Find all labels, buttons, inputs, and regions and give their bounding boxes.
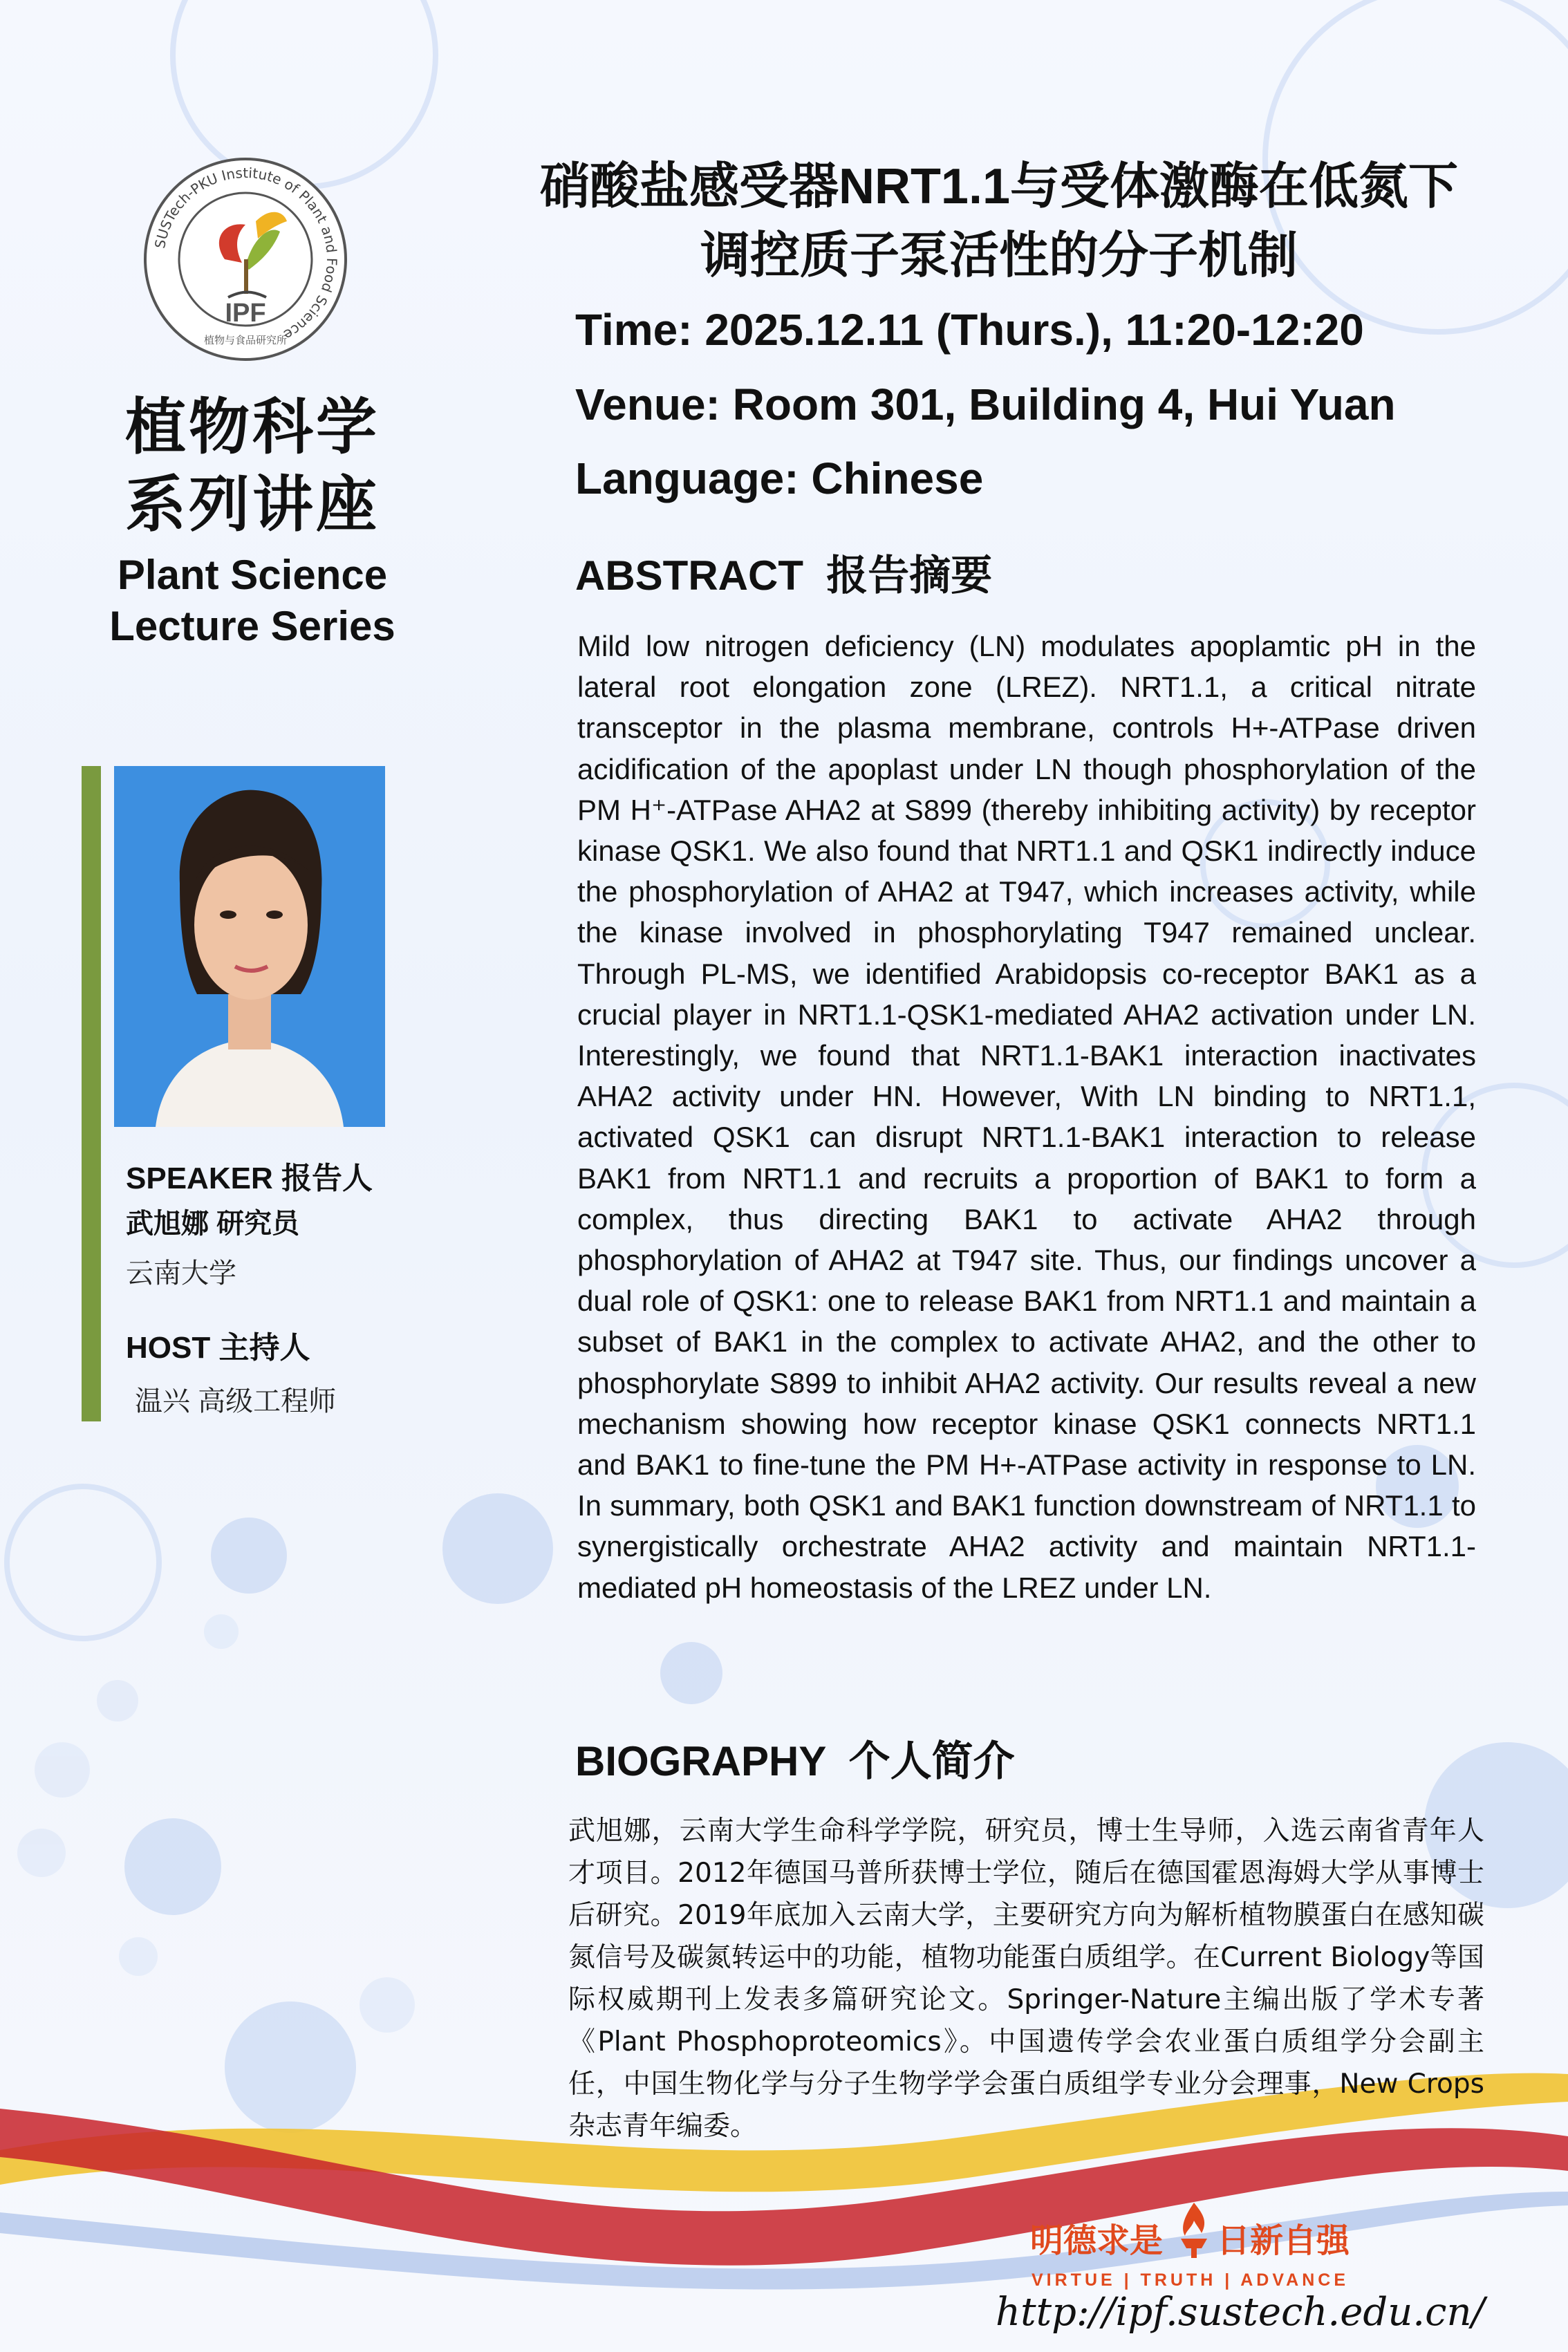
logo-ring-text: SUSTech-PKU Institute of Plant and Food Science [151,164,341,344]
series-title-cn [41,389,463,543]
institute-url[interactable]: http://ipf.sustech.edu.cn/ [996,2290,1485,2335]
talk-venue: Venue: Room 301, Building 4, Hui Yuan [575,380,1396,429]
motto-cn-right: 日新自强 [1217,2221,1350,2260]
motto-cn-left: 明德求是 [1030,2221,1164,2260]
talk-title-line1: 硝酸盐感受器NRT1.1与受体激酶在低氮下 [539,159,1459,214]
talk-time: Time: 2025.12.11 (Thurs.), 11:20-12:20 [575,305,1364,355]
motto-en: VIRTUE | TRUTH | ADVANCE [1032,2270,1349,2290]
speaker-org: 云南大学 [126,1258,236,1289]
series-title-cn-line1: 植物科学 [124,391,380,463]
speaker-accent-bar [82,766,101,1421]
abstract-text: Mild low nitrogen deficiency (LN) modulates apoplamtic pH in the lateral root elongation zone (LREZ). NRT1.1, a critical nitrate transceptor in the plasma membrane, controls H+-ATPase driven acidification of the apoplast under LN though phosphorylation of the PM H⁺-ATPase AHA2 at S899 (thereby inhibiting activity) by receptor kinase QSK1. We also found that NRT1.1 and QSK1 indirectly induce the phosphorylation of AHA2 at T947, which increases activity, while the kinase involved in phosphorylating T947 remained unclear. Through PL-MS, we identified Arabidopsis co-receptor BAK1 as a crucial player in NRT1.1-QSK1-mediated AHA2 activation under LN. Interestingly, we found that NRT1.1-BAK1 interaction inactivates AHA2 activity under HN. However, With LN binding to NRT1.1, activated QSK1 can disrupt NRT1.1-BAK1 interaction to release BAK1 from NRT1.1 and recruits a proportion of BAK1 to form a complex, thus directing BAK1 to activate AHA2 through phosphorylation of AHA2 at T947 site. Thus, our findings uncover a dual role of QSK1: one to release BAK1 from NRT1.1 and maintain a subset of BAK1 in the complex to activate AHA2, and the other to phosphorylate S899 to inhibit AHA2 activity. Our results reveal a new mechanism showing how receptor kinase QSK1 connects NRT1.1 and BAK1 to fine-tune the PM H+-ATPase activity in response to LN. In summary, both QSK1 and BAK1 function downstream of NRT1.1 to synergistically orchestrate AHA2 activity and maintain NRT1.1-mediated pH homeostasis of the LREZ under LN. [577,630,1476,1604]
speaker-name: 武旭娜 研究员 [126,1208,300,1239]
series-title-en-line1: Plant Science [117,552,388,598]
host-label: HOST 主持人 [126,1331,310,1365]
speaker-photo [114,766,385,1127]
speaker-label: SPEAKER 报告人 [126,1161,373,1195]
talk-language: Language: Chinese [575,454,984,503]
talk-title-line2: 调控质子泵活性的分子机制 [700,228,1298,283]
abstract-heading: ABSTRACT 报告摘要 [575,552,993,599]
logo-cn-text: 植物与食品研究所 [203,334,288,346]
ipf-logo [142,156,349,363]
biography-text: 武旭娜，云南大学生命科学学院，研究员，博士生导师，入选云南省青年人才项目。2012年德国马普所获博士学位，随后在德国霍恩海姆大学从事博士后研究。2019年底加入云南大学，主要研究方向为解析植物膜蛋白在感知碳氮信号及碳氮转运中的功能，植物功能蛋白质组学。在Current Biology等国际权威期刊上发表多篇研究论文。Springer-Nature主编出版了学术专著《Plant Phosphoproteomics》。中国遗传学会农业蛋白质组学分会副主任，中国生物化学与分子生物学学会蛋白质组学专业分会理事，New Crops杂志青年编委。 [568,1816,1484,2142]
talk-title [508,152,1490,290]
logo-abbr: IPF [225,299,266,328]
biography-heading: BIOGRAPHY 个人简介 [575,1738,1015,1784]
series-title-en-line2: Lecture Series [109,603,395,649]
series-title-cn-line2: 系列讲座 [124,469,380,540]
torch-icon [1174,2200,1214,2259]
series-title-en [41,550,463,652]
host-name: 温兴 高级工程师 [135,1386,337,1417]
university-motto [1030,2200,1355,2290]
